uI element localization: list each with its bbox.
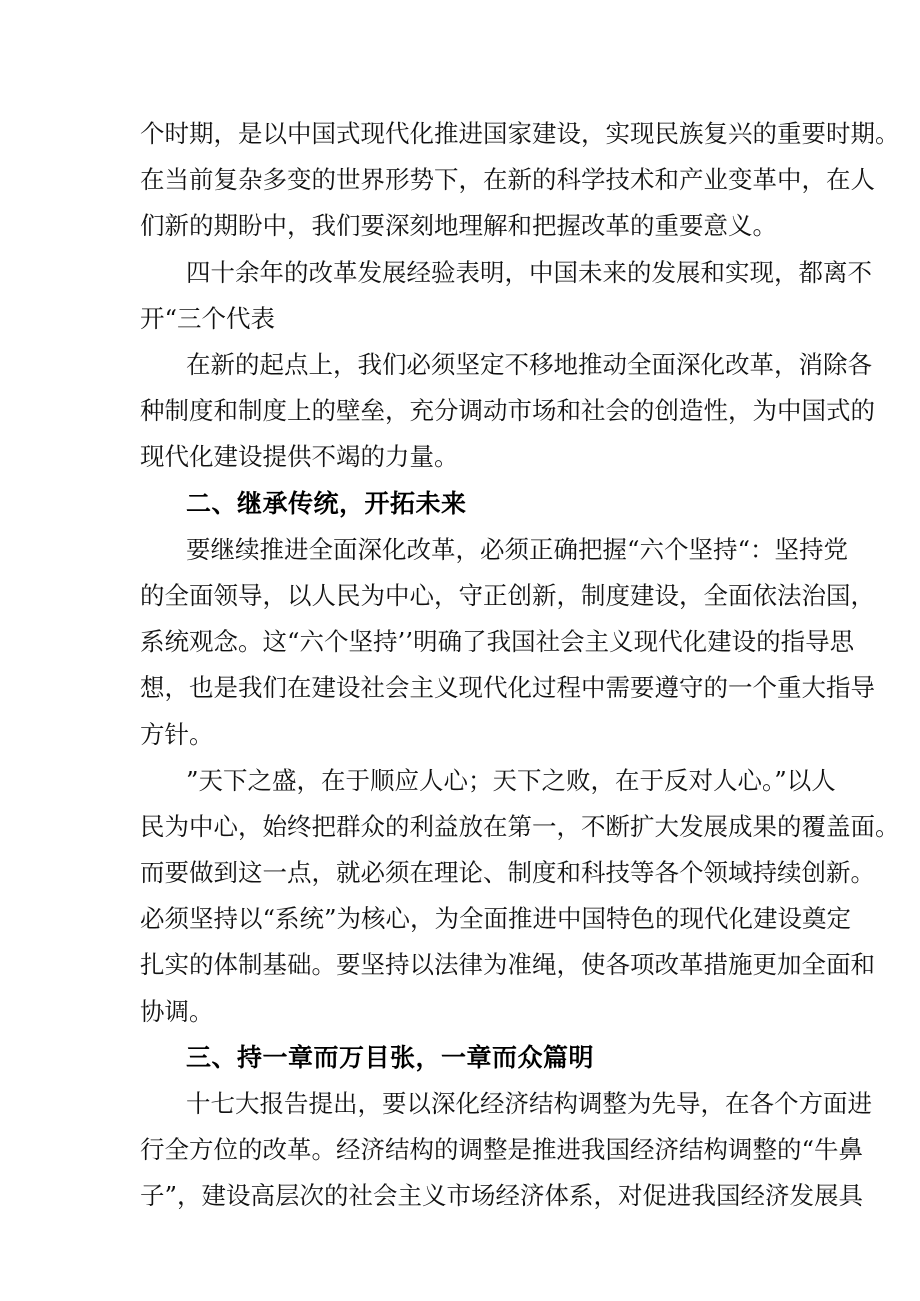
paragraph-6-line-3: 子”，建设高层次的社会主义市场经济体系，对促进我国经济发展具	[140, 1181, 864, 1210]
paragraph-1-line-3: 们新的期盼中，我们要深刻地理解和把握改革的重要意义。	[140, 211, 777, 240]
paragraph-5-line-6: 协调。	[140, 997, 214, 1026]
section-heading-3: 三、持一章而万目张，一章而众篇明	[186, 1043, 595, 1072]
paragraph-3-line-2: 种制度和制度上的壁垒，充分调动市场和社会的创造性，为中国式的	[140, 396, 875, 425]
paragraph-1-line-2: 在当前复杂多变的世界形势下，在新的科学技术和产业变革中，在人	[140, 165, 875, 194]
paragraph-6-line-1: 十七大报告提出，要以深化经济结构调整为先导，在各个方面进	[186, 1089, 872, 1118]
paragraph-4-line-3: 系统观念。这“六个坚持’’明确了我国社会主义现代化建设的指导思	[140, 627, 855, 656]
paragraph-4-line-5: 方针。	[140, 720, 214, 749]
paragraph-5-line-5: 扎实的体制基础。要坚持以法律为准绳，使各项改革措施更加全面和	[140, 950, 875, 979]
paragraph-5-line-2: 民为中心，始终把群众的利益放在第一，不断扩大发展成果的覆盖面。	[140, 812, 900, 841]
section-heading-2: 二、继承传统，开拓未来	[186, 489, 467, 518]
paragraph-6-line-2: 行全方位的改革。经济结构的调整是推进我国经济结构调整的“牛鼻	[140, 1135, 864, 1164]
paragraph-3-line-3: 现代化建设提供不竭的力量。	[140, 442, 459, 471]
paragraph-5-line-4: 必须坚持以“系统”为核心，为全面推进中国特色的现代化建设奠定	[140, 904, 852, 933]
paragraph-4-line-2: 的全面领导，以人民为中心，守正创新，制度建设，全面依法治国，	[140, 581, 875, 610]
paragraph-4-line-1: 要继续推进全面深化改革，必须正确把握“六个坚持“：坚持党	[186, 535, 849, 564]
paragraph-5-line-3: 而要做到这一点，就必须在理论、制度和科技等各个领域持续创新。	[140, 858, 875, 887]
paragraph-1-line-1: 个时期，是以中国式现代化推进国家建设，实现民族复兴的重要时期。	[140, 119, 900, 148]
paragraph-4-line-4: 想，也是我们在建设社会主义现代化过程中需要遵守的一个重大指导	[140, 673, 875, 702]
paragraph-3-line-1: 在新的起点上，我们必须坚定不移地推动全面深化改革，消除各	[186, 350, 872, 379]
paragraph-2-line-1: 四十余年的改革发展经验表明，中国未来的发展和实现，都离不	[186, 258, 872, 287]
paragraph-2-line-2: 开“三个代表	[140, 304, 276, 333]
paragraph-5-line-1: ”天下之盛，在于顺应人心；天下之败，在于反对人心。”以人	[186, 766, 836, 795]
